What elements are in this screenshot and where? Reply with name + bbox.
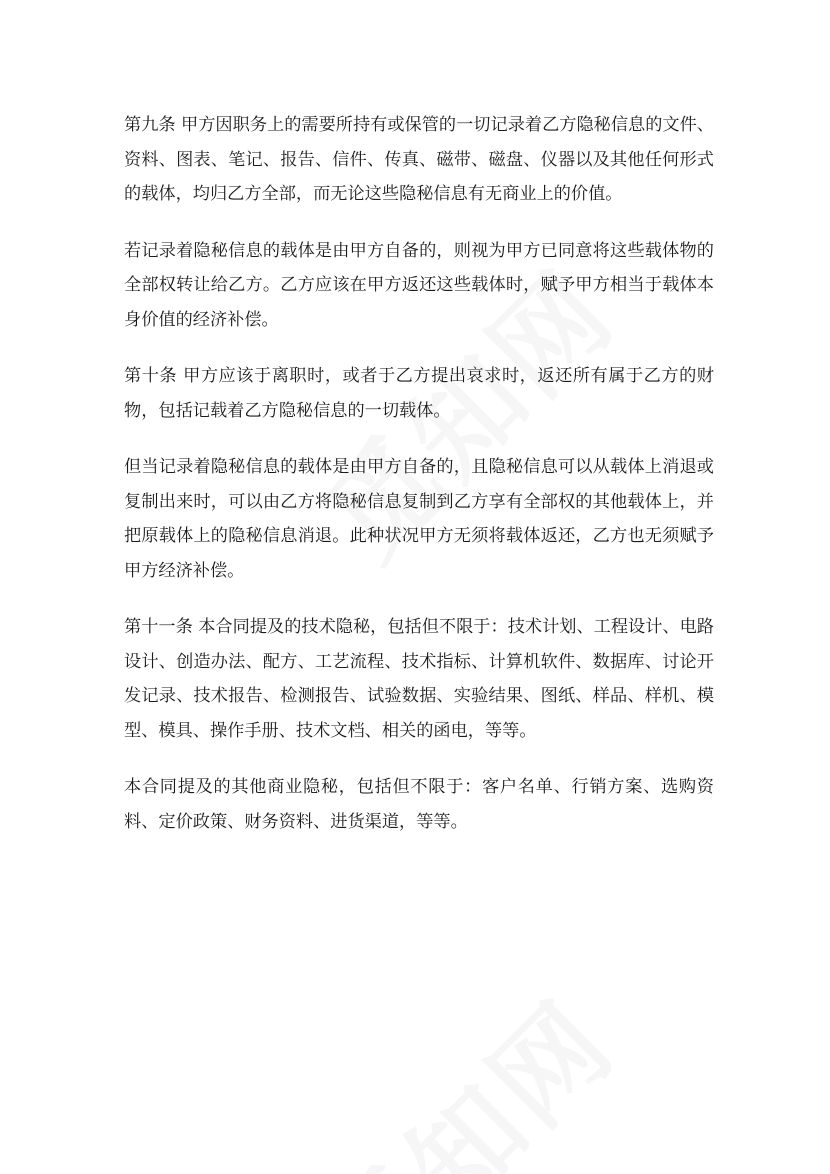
article-11-paragraph: 第十一条 本合同提及的技术隐秘，包括但不限于：技术计划、工程设计、电路设计、创造办法、配方、工艺流程、技术指标、计算机软件、数据库、讨论开发记录、技术报告、检测报告、试验数据、实验结果、图纸、样品、样机、模型、模具、操作手册、技术文档、相关的函电，等等。	[124, 617, 714, 741]
article-10-supplement-paragraph: 但当记录着隐秘信息的载体是由甲方自备的，且隐秘信息可以从载体上消退或复制出来时，可以由乙方将隐秘信息复制到乙方享有全部权的其他载体上，并把原载体上的隐秘信息消退。此种状况甲方无须将载体返还，乙方也无须赋予甲方经济补偿。	[124, 457, 714, 581]
document-body	[124, 108, 714, 861]
article-9-paragraph: 第九条 甲方因职务上的需要所持有或保管的一切记录着乙方隐秘信息的文件、资料、图表、笔记、报告、信件、传真、磁带、磁盘、仪器以及其他任何形式的载体，均归乙方全部，而无论这些隐秘信息有无商业上的价值。	[124, 115, 714, 204]
other-secrets-paragraph: 本合同提及的其他商业隐秘，包括但不限于：客户名单、行销方案、选购资料、定价政策、财务资料、进货渠道，等等。	[124, 777, 714, 832]
article-10-paragraph: 第十条 甲方应该于离职时，或者于乙方提出哀求时，返还所有属于乙方的财物，包括记载着乙方隐秘信息的一切载体。	[124, 366, 714, 421]
article-9-supplement-paragraph: 若记录着隐秘信息的载体是由甲方自备的，则视为甲方已同意将这些载体物的全部权转让给乙方。乙方应该在甲方返还这些载体时，赋予甲方相当于载体本身价值的经济补偿。	[124, 240, 714, 330]
watermark	[285, 960, 643, 1174]
